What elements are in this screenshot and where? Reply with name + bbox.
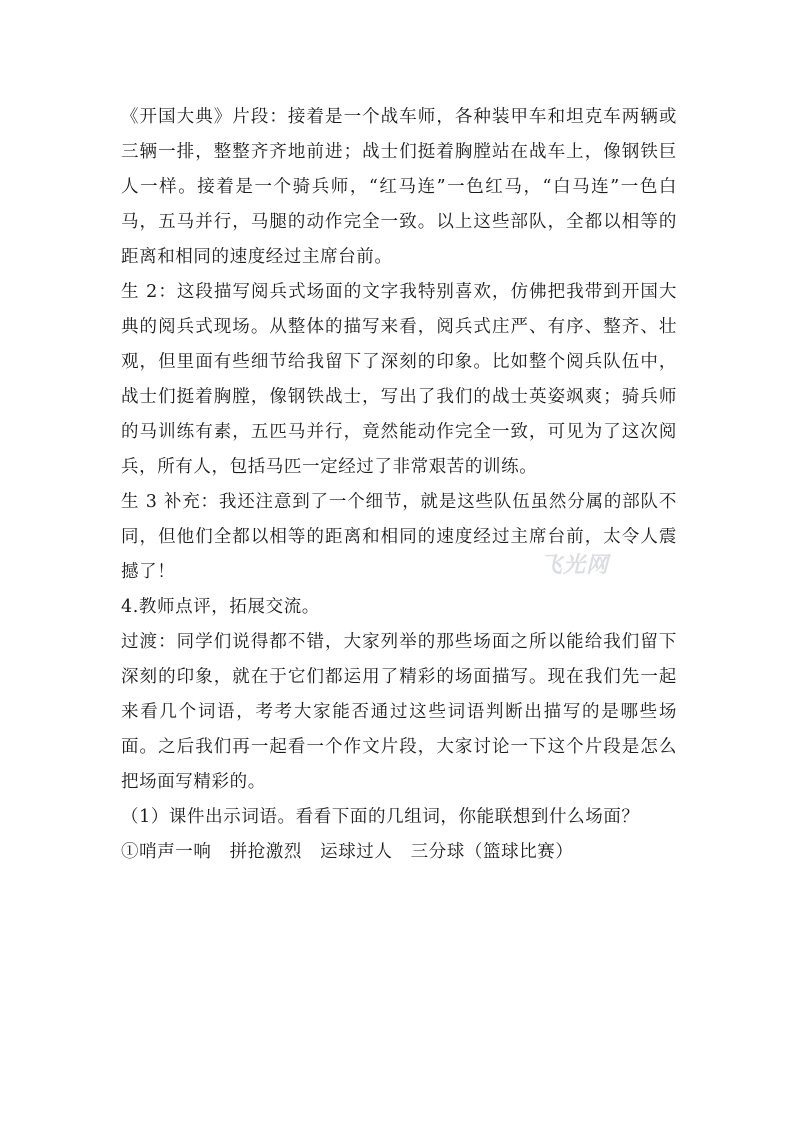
paragraph-transition: 过渡：同学们说得都不错，大家列举的那些场面之所以能给我们留下深刻的印象，就在于它们都运用了精彩的场面描写。现在我们先一起来看几个词语，考考大家能否通过这些词语判断出描写的是哪些场面。之后我们再一起看一个作文片段，大家讨论一下这个片段是怎么把场面写精彩的。 bbox=[121, 632, 677, 792]
document-body bbox=[121, 100, 677, 870]
paragraph-courseware-prompt: （1）课件出示词语。看看下面的几组词，你能联想到什么场面？ bbox=[121, 807, 640, 827]
paragraph-opening-excerpt: 《开国大典》片段：接着是一个战车师，各种装甲车和坦克车两辆或三辆一排，整整齐齐地前进；战士们挺着胸膛站在战车上，像钢铁巨人一样。接着是一个骑兵师，“红马连”一色红马，“白马连”一色白马，五马并行，马腿的动作完全一致。以上这些部队，全都以相等的距离和相同的速度经过主席台前。 bbox=[121, 107, 677, 267]
watermark-text: 飞光网 bbox=[540, 553, 610, 578]
paragraph-student-3: 生 3 补充：我还注意到了一个细节，就是这些队伍虽然分属的部队不同，但他们全都以相等的距离和相同的速度经过主席台前，太令人震撼了！ bbox=[121, 492, 677, 582]
paragraph-word-group-1: ①哨声一响 拼抢激烈 运球过人 三分球（篮球比赛） bbox=[121, 842, 574, 862]
paragraph-student-2: 生 2：这段描写阅兵式场面的文字我特别喜欢，仿佛把我带到开国大典的阅兵式现场。从整体的描写来看，阅兵式庄严、有序、整齐、壮观，但里面有些细节给我留下了深刻的印象。比如整个阅兵队伍中，战士们挺着胸膛，像钢铁战士，写出了我们的战士英姿飒爽；骑兵师的马训练有素，五匹马并行，竟然能动作完全一致，可见为了这次阅兵，所有人，包括马匹一定经过了非常艰苦的训练。 bbox=[121, 282, 677, 477]
paragraph-step-4-heading: 4.教师点评，拓展交流。 bbox=[121, 597, 320, 617]
